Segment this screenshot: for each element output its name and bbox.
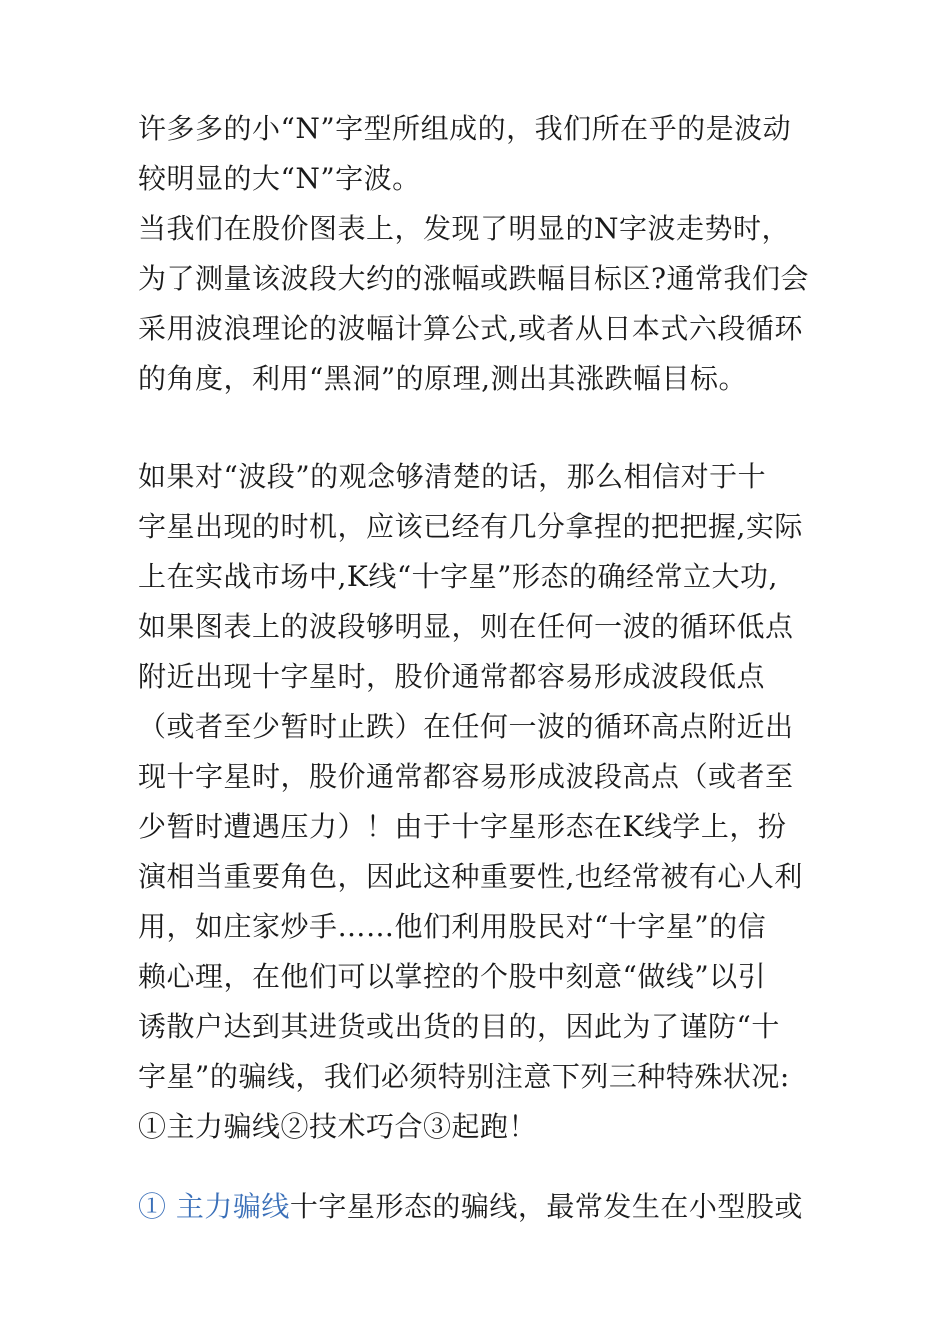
paragraph-line: 字星”的骗线，我们必须特别注意下列三种特殊状况: [138,1060,790,1093]
paragraph-line: 字星出现的时机，应该已经有几分拿捏的把把握,实际 [138,510,803,543]
paragraph-line: 少暂时遭遇压力）！由于十字星形态在K线学上，扮 [138,810,787,843]
paragraph-line: 诱散户达到其进货或出货的目的，因此为了谨防“十 [138,1010,780,1043]
paragraph-line: 现十字星时，股价通常都容易形成波段高点（或者至 [138,760,794,793]
paragraph-line: 如果图表上的波段够明显，则在任何一波的循环低点 [138,610,794,643]
paragraph-line: 当我们在股价图表上，发现了明显的N字波走势时， [138,212,791,245]
paragraph-line: 赖心理，在他们可以掌控的个股中刻意“做线”以引 [138,960,767,993]
paragraph-line: ①主力骗线②技术巧合③起跑！ [138,1110,538,1143]
paragraph-line: 采用波浪理论的波幅计算公式,或者从日本式六段循环 [138,312,803,345]
paragraph-line: 用，如庄家炒手……他们利用股民对“十字星”的信 [138,910,767,943]
paragraph-line: 上在实战市场中,K线“十字星”形态的确经常立大功, [138,560,778,593]
paragraph-line: 演相当重要角色，因此这种重要性,也经常被有心人利 [138,860,803,893]
section-heading-text: 十字星形态的骗线，最常发生在小型股或 [289,1190,803,1223]
paragraph-line: 如果对“波段”的观念够清楚的话，那么相信对于十 [138,460,767,493]
paragraph-line: 为了测量该波段大约的涨幅或跌幅目标区?通常我们会 [138,262,810,295]
section-heading-accent: ① 主力骗线 [138,1190,290,1223]
paragraph-line: 许多多的小“N”字型所组成的，我们所在乎的是波动 [138,112,792,145]
paragraph-line: 附近出现十字星时，股价通常都容易形成波段低点 [138,660,766,693]
paragraph-line: （或者至少暂时止跌）在任何一波的循环高点附近出 [138,710,794,743]
section-heading-line [138,1182,803,1232]
paragraph-line: 较明显的大“N”字波。 [138,162,421,195]
paragraph-line: 的角度，利用“黑洞”的原理,测出其涨跌幅目标。 [138,362,748,395]
